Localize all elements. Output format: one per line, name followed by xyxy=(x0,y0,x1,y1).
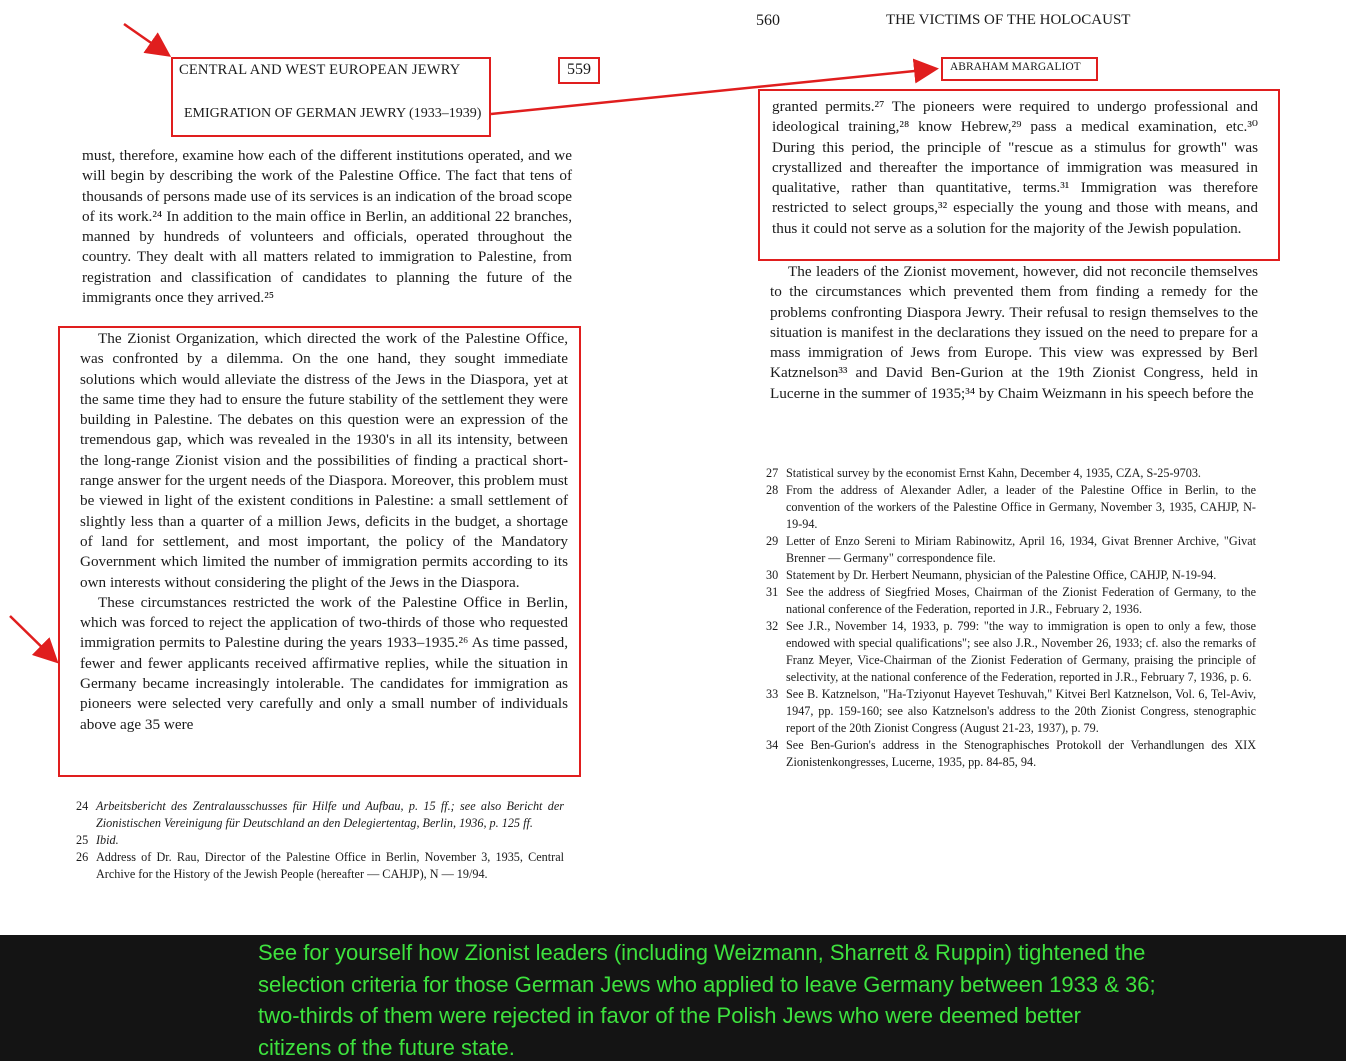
footnote-text: See J.R., November 14, 1933, p. 799: "the way to immigration is open to only a few, those endowed with special qualifications"; see also J.R., November 26, 1933; cf. also the remarks of Franz Meyer, Vice-Chairman of the Zionist Federation of Germany, praising the principle of selectivity, at the national conference of the Federation, reported in J.R., February 7, 1936, p. 6. xyxy=(786,619,1256,684)
footnote-num: 26 xyxy=(76,850,89,864)
footnote-text: From the address of Alexander Adler, a leader of the Palestine Office in Berlin, to the convention of the workers of the Palestine Office in Germany, November 3, 1935, CAHJP, N-19-94. xyxy=(786,483,1256,531)
footnote-text: See the address of Siegfried Moses, Chairman of the Zionist Federation of Germany, to the national conference of the Federation, reported in J.R., February 2, 1936. xyxy=(786,585,1256,616)
left-para-1: must, therefore, examine how each of the different institutions operated, and we will begin by describing the work of the Palestine Office. The fact that tens of thousands of persons made use of its services is an indication of the broad scope of its work.²⁴ In addition to the main office in Berlin, an additional 22 branches, manned by hundreds of volunteers and officials, operated throughout the country. They dealt with all matters related to immigration to Palestine, from registration and classification of candidates to planning the future of the immigrants once they arrived.²⁵ xyxy=(82,147,572,307)
right-author-text: ABRAHAM MARGALIOT xyxy=(950,61,1081,73)
footnote-num: 29 xyxy=(766,534,779,548)
arrow-mid-left xyxy=(10,616,55,660)
caption-text: See for yourself how Zionist leaders (including Weizmann, Sharrett & Ruppin) tightened the selection criteria for those German Jews who applied to leave Germany between 1933 & 36; two-thirds of them were rejected in favor of the Polish Jews who were deemed better citizens of the future state. xyxy=(258,940,1156,1060)
arrow-connector xyxy=(491,69,934,114)
footnote-num: 30 xyxy=(766,568,779,582)
right-page-number-text: 560 xyxy=(756,12,780,29)
footnote-text: Address of Dr. Rau, Director of the Palestine Office in Berlin, November 3, 1935, Central Archive for the History of the Jewish People (hereafter — CAHJP), N — 19/94. xyxy=(96,850,564,881)
footnote-text: Letter of Enzo Sereni to Miriam Rabinowitz, April 16, 1934, Givat Brenner Archive, "Givat Brenner — Germany" correspondence file. xyxy=(786,534,1256,565)
footnote-text: Arbeitsbericht des Zentralausschusses für Hilfe und Aufbau, p. 15 ff.; see also Bericht der Zionistischen Vereinigung für Deutschland an den Delegiertentag, Berlin, 1936, p. 125 ff. xyxy=(96,799,564,830)
left-para-2: The Zionist Organization, which directed the work of the Palestine Office, was confronted by a dilemma. On the one hand, they sought immediate solutions which would alleviate the distress of the Jews in the Diaspora, yet at the same time they had to ensure the future stability of the settlement they were building in Palestine. The debates on this question were an expression of the tremendous gap, which was revealed in the 1930's in all its intensity, between the long-range Zionist vision and the possibilities of finding a practical short-range answer for the urgent needs of the Diaspora. Moreover, this problem must be viewed in light of the existent conditions in Palestine: a small settlement of slightly less than a quarter of a million Jews, deficits in the budget, a shortage of land for settlement, and most important, the policy of the Mandatory Government which limited the number of immigration permits according to its own interests without considering the plight of the Jews in the Diaspora. xyxy=(80,330,568,591)
arrow-top-left xyxy=(124,24,167,54)
left-para-3: These circumstances restricted the work of the Palestine Office in Berlin, which was forced to reject the application of two-thirds of those who requested immigration permits to Palestine during the years 1933–1935.²⁶ As time passed, fewer and fewer applicants received affirmative replies, while the situation in Germany became increasingly intolerable. The candidates for immigration as pioneers were selected very carefully and only a small number of individuals above age 35 were xyxy=(80,593,568,733)
left-section-head-text: EMIGRATION OF GERMAN JEWRY (1933–1939) xyxy=(184,106,482,121)
right-para-2: The leaders of the Zionist movement, however, did not reconcile themselves to the circumstances which prevented them from finding a remedy for the problems confronting Diaspora Jewry. Their refusal to resign themselves to the situation is manifest in the declarations they issued on the need to prepare for a mass immigration of Jews from Europe. This view was expressed by Berl Katznelson³³ and David Ben-Gurion at the 19th Zionist Congress, held in Lucerne in the summer of 1935;³⁴ by Chaim Weizmann in his speech before the xyxy=(770,263,1258,402)
footnote-num: 31 xyxy=(766,585,779,599)
footnote-num: 33 xyxy=(766,687,779,701)
footnote-text: Ibid. xyxy=(96,833,119,847)
left-page-number-text: 559 xyxy=(567,61,591,78)
footnote-num: 24 xyxy=(76,799,89,813)
footnote-num: 25 xyxy=(76,833,89,847)
right-running-head-text: THE VICTIMS OF THE HOLOCAUST xyxy=(886,12,1131,28)
footnote-text: See B. Katznelson, "Ha-Tziyonut Hayevet Teshuvah," Kitvei Berl Katznelson, Vol. 6, Tel-Aviv, 1947, pp. 159-160; see also Katznelson's address to the 20th Zionist Congress, stenographic report of the 20th Zionist Congress (August 21-23, 1937), p. 79. xyxy=(786,687,1256,735)
footnote-num: 34 xyxy=(766,738,779,752)
footnote-num: 27 xyxy=(766,466,779,480)
footnote-num: 28 xyxy=(766,483,779,497)
footnote-text: Statement by Dr. Herbert Neumann, physician of the Palestine Office, CAHJP, N-19-94. xyxy=(786,568,1217,582)
right-para-1: granted permits.²⁷ The pioneers were required to undergo professional and ideological training,²⁸ know Hebrew,²⁹ pass a medical examination, etc.³⁰ During this period, the principle of "rescue as a stimulus for growth" was crystallized and thereafter the importance of immigration was measured in qualitative, rather than quantitative, terms.³¹ Immigration was therefore restricted to select groups,³² especially the young and those with means, and thus it could not serve as a solution for the majority of the Jewish population. xyxy=(772,98,1258,237)
footnote-num: 32 xyxy=(766,619,779,633)
footnote-text: See Ben-Gurion's address in the Stenographisches Protokoll der Verhandlungen des XIX Zionistenkongresses, Lucerne, 1935, pp. 84-85, 94. xyxy=(786,738,1256,769)
footnote-text: Statistical survey by the economist Ernst Kahn, December 4, 1935, CZA, S-25-9703. xyxy=(786,466,1201,480)
left-running-head-text: CENTRAL AND WEST EUROPEAN JEWRY xyxy=(179,62,461,78)
